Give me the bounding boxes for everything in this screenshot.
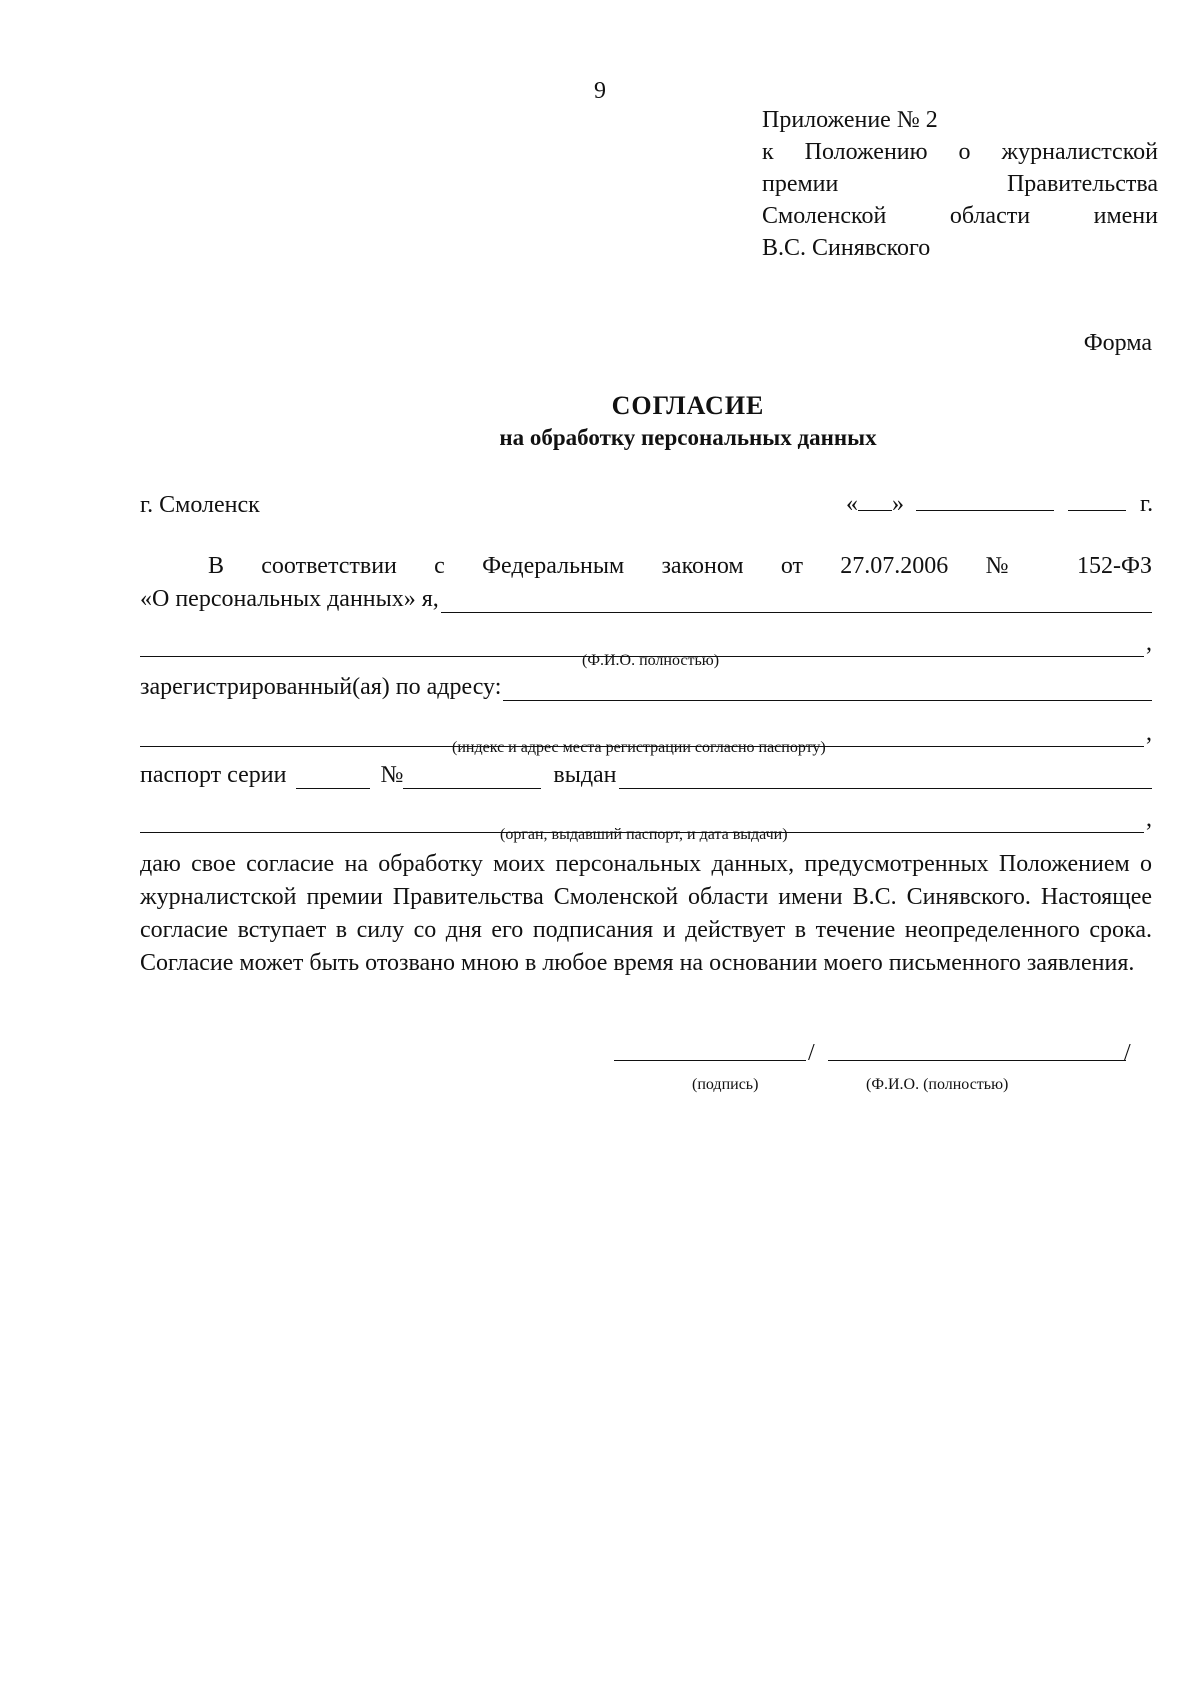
comma: , (1146, 806, 1152, 832)
comma: , (1146, 630, 1152, 656)
date-line (846, 490, 1153, 518)
fio-row (140, 586, 1152, 613)
address-label: зарегистрированный(ая) по адресу: (140, 674, 502, 700)
city-label: г. Смоленск (140, 492, 260, 518)
page-number: 9 (594, 78, 606, 104)
intro-line-1: В соответствии с Федеральным законом от 27.07.2006 № 152-ФЗ (208, 553, 1152, 579)
signature-block (614, 1040, 1134, 1106)
passport-issued-field[interactable] (619, 766, 1152, 789)
slash: / (1124, 1040, 1131, 1066)
year-blank[interactable] (1068, 490, 1126, 511)
consent-body-text: даю свое согласие на обработку моих персональных данных, предусмотренных Положением о журналистской премии Правительства Смоленской области имени В.С. Синявского. Настоящее согласие вступает в силу со дня его подписания и действует в течение неопределенного срока. Согласие может быть отозвано мною в любое время на основании моего письменного заявления. (140, 851, 1152, 976)
address-row (140, 674, 1152, 701)
passport-number-label: № (380, 762, 404, 788)
form-label: Форма (1083, 330, 1152, 356)
address-caption: (индекс и адрес места регистрации согласно паспорту) (452, 739, 826, 756)
signature-caption: (подпись) (692, 1076, 759, 1093)
passport-caption: (орган, выдавший паспорт, и дата выдачи) (500, 826, 788, 843)
passport-series-label: паспорт серии (140, 762, 287, 788)
address-field[interactable] (503, 678, 1152, 701)
date-open-quote: « (846, 491, 858, 517)
appendix-line: Смоленской области имени (762, 203, 1158, 229)
signature-field[interactable] (614, 1060, 806, 1061)
passport-row (140, 762, 1152, 789)
fio-field[interactable] (441, 590, 1152, 613)
intro-line-2: «О персональных данных» я, (140, 586, 439, 612)
appendix-line: Приложение № 2 (762, 107, 938, 133)
passport-number-field[interactable] (403, 768, 541, 789)
signature-fio-caption: (Ф.И.О. (полностью) (866, 1076, 1009, 1093)
appendix-line: В.С. Синявского (762, 235, 931, 261)
comma: , (1146, 720, 1152, 746)
signature-fio-field[interactable] (828, 1060, 1126, 1061)
document-title: СОГЛАСИЕ (611, 391, 765, 420)
date-close-quote: » (892, 491, 904, 517)
appendix-line: к Положению о журналистской (762, 139, 1158, 165)
appendix-line: премии Правительства (762, 171, 1158, 197)
fio-caption: (Ф.И.О. полностью) (582, 652, 720, 669)
day-blank[interactable] (858, 490, 892, 511)
passport-issued-label: выдан (553, 762, 617, 788)
year-suffix: г. (1140, 491, 1154, 517)
passport-series-field[interactable] (296, 768, 370, 789)
document-subtitle: на обработку персональных данных (499, 425, 877, 450)
appendix-block (762, 104, 1158, 264)
month-blank[interactable] (916, 490, 1054, 511)
slash: / (808, 1040, 815, 1066)
